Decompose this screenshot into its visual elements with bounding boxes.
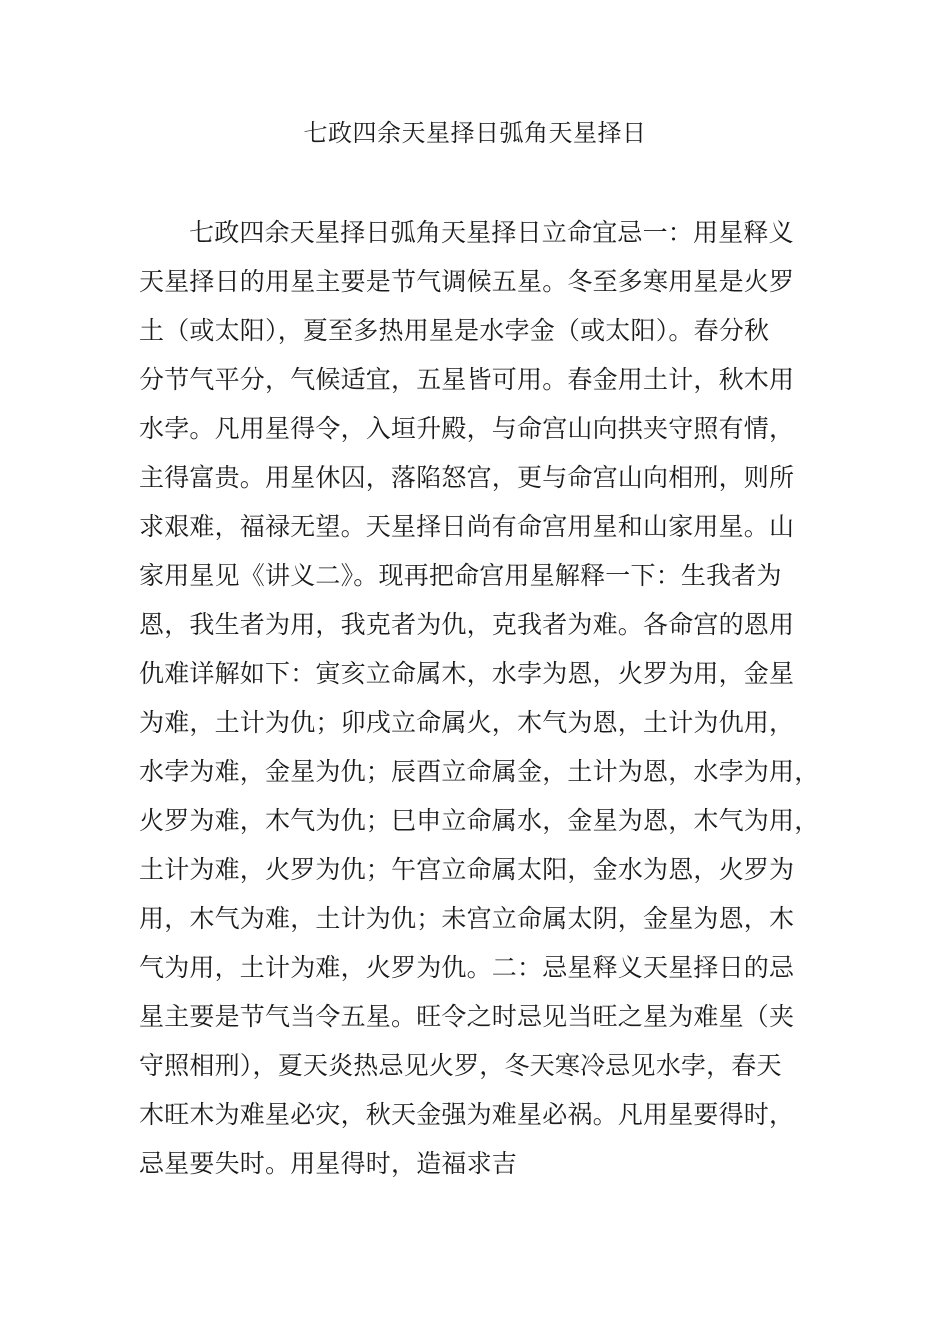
body-line: 用，木气为难，土计为仇；未宫立命属太阴，金星为恩，木 [139, 904, 795, 933]
body-line: 仇难详解如下：寅亥立命属木，水孛为恩，火罗为用，金星 [139, 659, 795, 688]
body-line: 水孛为难，金星为仇；辰酉立命属金，土计为恩，水孛为用， [139, 757, 820, 786]
body-line: 主得富贵。用星休囚，落陷怒宫，更与命宫山向相刑，则所 [139, 463, 795, 492]
body-line: 土（或太阳），夏至多热用星是水孛金（或太阳）。春分秋 [139, 316, 770, 345]
document-title: 七政四余天星择日弧角天星择日 [303, 119, 647, 147]
body-line: 恩，我生者为用，我克者为仇，克我者为难。各命宫的恩用 [139, 610, 795, 639]
body-line: 星主要是节气当令五星。旺令之时忌见当旺之星为难星（夹 [139, 1002, 795, 1031]
body-line: 家用星见《讲义二》。现再把命宫用星解释一下：生我者为 [139, 561, 782, 590]
body-line: 求艰难，福禄无望。天星择日尚有命宫用星和山家用星。山 [139, 512, 795, 541]
body-line: 天星择日的用星主要是节气调候五星。冬至多寒用星是火罗 [139, 267, 795, 296]
body-line: 分节气平分，气候适宜，五星皆可用。春金用土计，秋木用 [139, 365, 795, 394]
body-line: 七政四余天星择日弧角天星择日立命宜忌一：用星释义 [189, 218, 794, 247]
document-body [139, 208, 839, 1188]
body-line: 火罗为难，木气为仇；巳申立命属水，金星为恩，木气为用， [139, 806, 820, 835]
body-line: 守照相刑），夏天炎热忌见火罗，冬天寒冷忌见水孛，春天 [139, 1051, 782, 1080]
body-line: 为难，土计为仇；卯戌立命属火，木气为恩，土计为仇用， [139, 708, 795, 737]
body-line: 水孛。凡用星得令，入垣升殿，与命宫山向拱夹守照有情， [139, 414, 795, 443]
body-line: 气为用，土计为难，火罗为仇。二：忌星释义天星择日的忌 [139, 953, 795, 982]
body-line: 土计为难，火罗为仇；午宫立命属太阳，金水为恩，火罗为 [139, 855, 795, 884]
body-line: 木旺木为难星必灾，秋天金强为难星必祸。凡用星要得时， [139, 1100, 795, 1129]
body-line: 忌星要失时。用星得时，造福求吉 [139, 1149, 518, 1178]
